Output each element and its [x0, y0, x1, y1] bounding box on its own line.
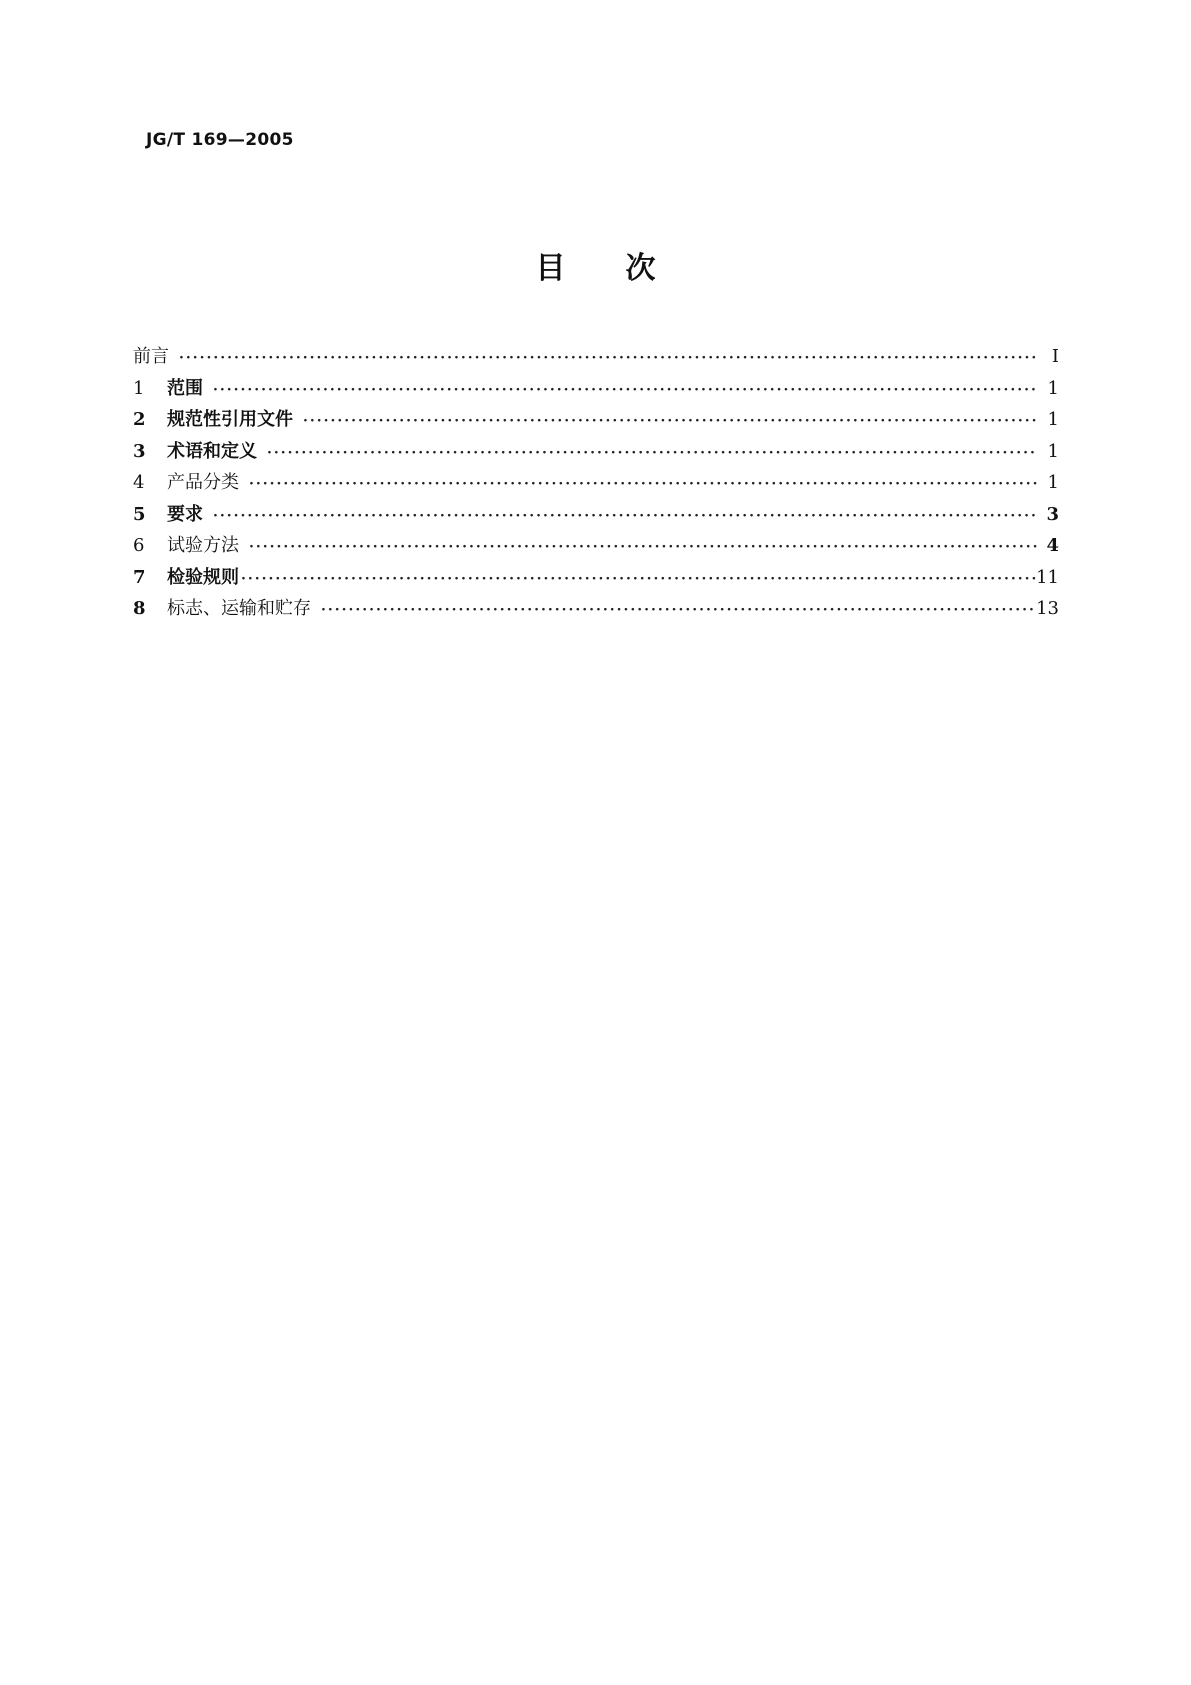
toc-entry-2[interactable] — [133, 404, 1059, 436]
toc-entry-8[interactable] — [133, 593, 1059, 625]
toc-entry-page: 1 — [1047, 409, 1059, 430]
toc-leader-dots — [213, 501, 1037, 533]
toc-entry-7[interactable] — [133, 562, 1059, 594]
toc-entry-number: 6 — [133, 535, 145, 556]
toc-entry-number: 1 — [133, 377, 145, 399]
document-code: JG/T 169—2005 — [146, 130, 294, 150]
toc-leader-dots — [321, 595, 1036, 627]
toc-entry-number: 3 — [133, 440, 146, 462]
toc-title-char-2: 次 — [625, 251, 656, 286]
toc-entry-foreword[interactable] — [133, 341, 1059, 373]
toc-entry-page: 1 — [1047, 377, 1059, 399]
toc-entry-page: I — [1051, 346, 1059, 367]
toc-title-char-1: 目 — [535, 251, 566, 286]
toc-entry-page: 4 — [1046, 535, 1059, 556]
toc-entry-page: 11 — [1036, 566, 1059, 588]
toc-entry-label: 前言 — [133, 346, 169, 367]
toc-entry-page: 3 — [1046, 503, 1059, 525]
toc-title — [0, 243, 1191, 287]
toc-entry-number: 8 — [133, 598, 146, 619]
toc-entry-4[interactable] — [133, 467, 1059, 499]
toc-entry-label: 标志、运输和贮存 — [167, 598, 311, 619]
toc-entry-5[interactable] — [133, 499, 1059, 531]
toc-entry-label: 产品分类 — [167, 472, 239, 493]
toc-leader-dots — [241, 564, 1036, 596]
toc-entry-label: 规范性引用文件 — [167, 409, 293, 430]
toc-leader-dots — [249, 532, 1037, 564]
toc-entry-3[interactable] — [133, 436, 1059, 468]
toc-entry-number: 4 — [133, 472, 145, 493]
toc-leader-dots — [249, 469, 1037, 501]
toc-entry-number: 7 — [133, 566, 146, 588]
table-of-contents — [133, 341, 1059, 625]
toc-entry-label: 试验方法 — [167, 535, 239, 556]
toc-entry-page: 1 — [1047, 472, 1059, 493]
toc-entry-page: 1 — [1047, 440, 1059, 462]
toc-entry-number: 5 — [133, 503, 146, 525]
toc-leader-dots — [179, 343, 1037, 375]
toc-entry-number: 2 — [133, 409, 146, 430]
toc-entry-label: 术语和定义 — [167, 440, 257, 462]
toc-entry-page: 13 — [1036, 598, 1059, 619]
toc-entry-1[interactable] — [133, 373, 1059, 405]
toc-entry-label: 要求 — [167, 503, 203, 525]
toc-entry-6[interactable] — [133, 530, 1059, 562]
toc-leader-dots — [303, 406, 1037, 438]
toc-entry-label: 范围 — [167, 377, 203, 399]
toc-entry-label: 检验规则 — [167, 566, 239, 588]
toc-leader-dots — [267, 438, 1037, 470]
toc-leader-dots — [213, 375, 1037, 407]
